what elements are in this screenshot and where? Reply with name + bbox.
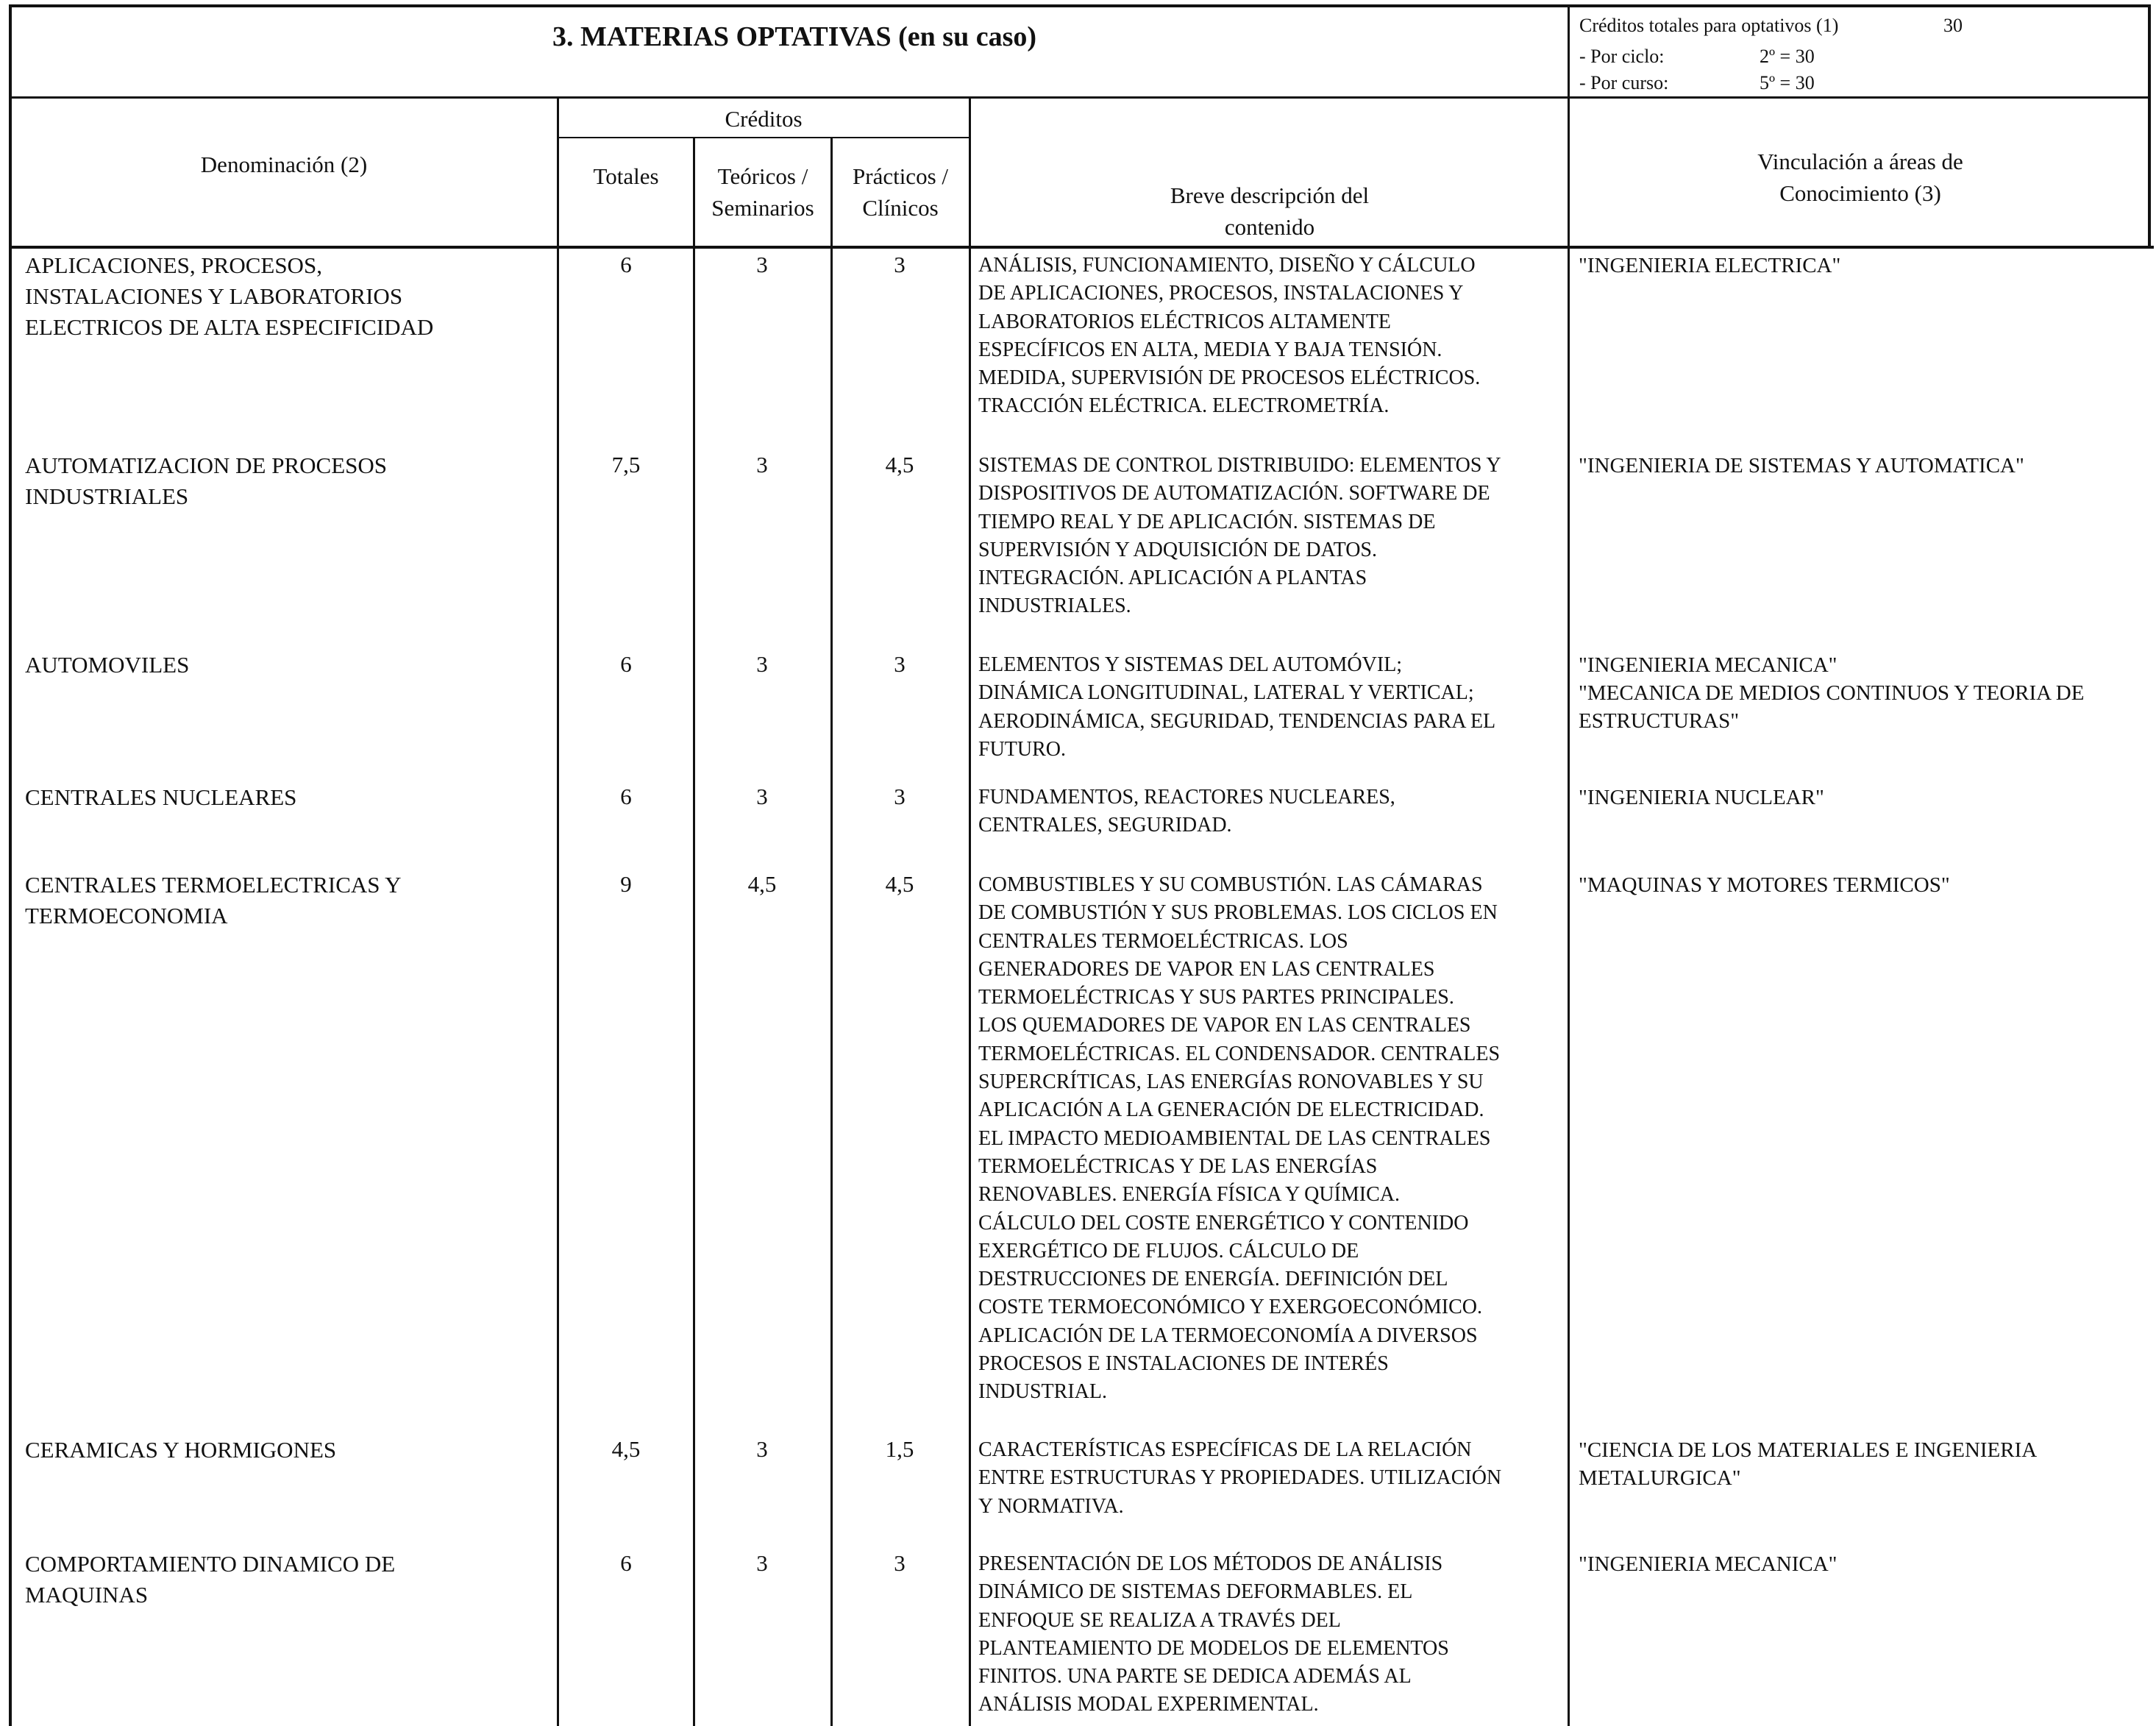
- content-description-line: CENTRALES, SEGURIDAD.: [978, 814, 1232, 837]
- col-line-totales: [557, 98, 559, 1726]
- subject-name-line: INSTALACIONES Y LABORATORIOS: [25, 283, 403, 309]
- knowledge-area: [1579, 651, 2152, 735]
- knowledge-area: [1579, 1550, 2152, 1578]
- content-description-line: TERMOELÉCTRICAS Y SUS PARTES PRINCIPALES.: [978, 986, 1454, 1009]
- knowledge-area-line: "MECANICA DE MEDIOS CONTINUOS Y TEORIA DE: [1579, 681, 2085, 705]
- knowledge-area-line: "INGENIERIA NUCLEAR": [1579, 786, 1824, 809]
- credits-practicos: 1,5: [885, 1436, 914, 1462]
- knowledge-area: [1579, 252, 2152, 280]
- knowledge-area-line: "INGENIERIA MECANICA": [1579, 653, 1837, 677]
- content-description-line: DISPOSITIVOS DE AUTOMATIZACIÓN. SOFTWARE DE: [978, 482, 1490, 505]
- frame-creditos-divider: [558, 137, 970, 138]
- knowledge-area-line: "INGENIERIA MECANICA": [1579, 1552, 1837, 1576]
- content-description-line: SUPERVISIÓN Y ADQUISICIÓN DE DATOS.: [978, 538, 1377, 561]
- content-description-line: SISTEMAS DE CONTROL DISTRIBUIDO: ELEMENTOS Y: [978, 454, 1501, 477]
- subject-name: [25, 250, 433, 343]
- content-description-line: DINÁMICA LONGITUDINAL, LATERAL Y VERTICAL;: [978, 681, 1474, 705]
- content-description-line: EL IMPACTO MEDIOAMBIENTAL DE LAS CENTRALES: [978, 1126, 1491, 1150]
- credits-totales: 9: [620, 871, 632, 897]
- totals-value: 30: [1943, 15, 1963, 36]
- content-description: [978, 871, 1567, 1407]
- header-practicos: Prácticos / Clínicos: [853, 163, 948, 221]
- content-description-line: FUTURO.: [978, 737, 1067, 761]
- credits-practicos: 3: [894, 784, 906, 809]
- credits-teoricos: 4,5: [747, 871, 777, 897]
- subject-name-line: CERAMICAS Y HORMIGONES: [25, 1437, 337, 1463]
- content-description-line: ESPECÍFICOS EN ALTA, MEDIA Y BAJA TENSIÓN.: [978, 338, 1442, 361]
- por-curso-label: - Por curso:: [1579, 72, 1669, 93]
- content-description-line: TIEMPO REAL Y DE APLICACIÓN. SISTEMAS DE: [978, 510, 1436, 533]
- content-description: [978, 1550, 1567, 1719]
- content-description-line: CÁLCULO DEL COSTE ENERGÉTICO Y CONTENIDO: [978, 1211, 1469, 1235]
- content-description-line: ANÁLISIS MODAL EXPERIMENTAL.: [978, 1693, 1319, 1716]
- content-description-line: FINITOS. UNA PARTE SE DEDICA ADEMÁS AL: [978, 1665, 1412, 1688]
- frame-title-divider: [9, 96, 2151, 99]
- subject-name: [25, 870, 402, 931]
- content-description-line: ANÁLISIS, FUNCIONAMIENTO, DISEÑO Y CÁLCULO: [978, 254, 1476, 277]
- credits-teoricos: 3: [756, 1550, 768, 1576]
- credits-totales: 6: [620, 1550, 632, 1576]
- totals-label: Créditos totales para optativos (1): [1579, 15, 1839, 36]
- knowledge-area: [1579, 452, 2152, 480]
- col-line-practicos: [830, 138, 833, 1726]
- knowledge-area: [1579, 1436, 2152, 1492]
- content-description-line: SUPERCRÍTICAS, LAS ENERGÍAS RONOVABLES Y SU: [978, 1070, 1484, 1094]
- content-description-line: MEDIDA, SUPERVISIÓN DE PROCESOS ELÉCTRICOS.: [978, 366, 1481, 390]
- credits-teoricos: 3: [756, 651, 768, 677]
- credits-teoricos: 3: [756, 452, 768, 477]
- content-description-line: TRACCIÓN ELÉCTRICA. ELECTROMETRÍA.: [978, 394, 1390, 418]
- credits-practicos: 3: [894, 1550, 906, 1576]
- content-description-line: TERMOELÉCTRICAS Y DE LAS ENERGÍAS: [978, 1154, 1378, 1178]
- subject-name: [25, 1435, 336, 1466]
- knowledge-area-line: "MAQUINAS Y MOTORES TERMICOS": [1579, 873, 1950, 897]
- subject-name-line: COMPORTAMIENTO DINAMICO DE: [25, 1551, 396, 1577]
- content-description-line: ELEMENTOS Y SISTEMAS DEL AUTOMÓVIL;: [978, 653, 1403, 676]
- section-title: 3. MATERIAS OPTATIVAS (en su caso): [552, 21, 1037, 52]
- subject-name-line: AUTOMATIZACION DE PROCESOS: [25, 452, 388, 478]
- credits-totales: 6: [620, 252, 632, 277]
- subject-name: [25, 782, 296, 813]
- content-description-line: DESTRUCCIONES DE ENERGÍA. DEFINICIÓN DEL: [978, 1268, 1448, 1291]
- subject-name: [25, 450, 387, 512]
- por-ciclo-label: - Por ciclo:: [1579, 46, 1665, 67]
- subject-name-line: AUTOMOVILES: [25, 652, 190, 678]
- content-description-line: PLANTEAMIENTO DE MODELOS DE ELEMENTOS: [978, 1636, 1449, 1660]
- frame-left: [9, 4, 12, 1726]
- credits-teoricos: 3: [756, 1436, 768, 1462]
- col-line-vinculacion: [1568, 4, 1570, 1726]
- content-description-line: PROCESOS E INSTALACIONES DE INTERÉS: [978, 1352, 1389, 1376]
- header-totales: Totales: [593, 163, 659, 189]
- knowledge-area: [1579, 784, 2152, 811]
- por-ciclo-value: 2º = 30: [1760, 46, 1815, 67]
- subject-name-line: APLICACIONES, PROCESOS,: [25, 252, 322, 278]
- header-teoricos: Teóricos / Seminarios: [711, 163, 814, 221]
- knowledge-area-line: METALURGICA": [1579, 1466, 1741, 1490]
- content-description-line: DINÁMICO DE SISTEMAS DEFORMABLES. EL: [978, 1580, 1413, 1604]
- content-description-line: FUNDAMENTOS, REACTORES NUCLEARES,: [978, 786, 1395, 809]
- knowledge-area: [1579, 871, 2152, 899]
- col-line-teoricos: [693, 138, 695, 1726]
- content-description-line: LABORATORIOS ELÉCTRICOS ALTAMENTE: [978, 310, 1391, 333]
- content-description-line: INDUSTRIAL.: [978, 1380, 1107, 1404]
- content-description: [978, 784, 1567, 840]
- content-description-line: GENERADORES DE VAPOR EN LAS CENTRALES: [978, 957, 1435, 981]
- subject-name: [25, 1549, 395, 1610]
- content-description: [978, 452, 1567, 621]
- knowledge-area-line: ESTRUCTURAS": [1579, 709, 1740, 733]
- subject-name-line: TERMOECONOMIA: [25, 903, 228, 928]
- frame-top: [9, 4, 2151, 7]
- content-description-line: INTEGRACIÓN. APLICACIÓN A PLANTAS: [978, 567, 1367, 590]
- content-description-line: COSTE TERMOECONÓMICO Y EXERGOECONÓMICO.: [978, 1296, 1482, 1319]
- content-description: [978, 252, 1567, 421]
- knowledge-area-line: "CIENCIA DE LOS MATERIALES E INGENIERIA: [1579, 1438, 2038, 1462]
- content-description-line: CENTRALES TERMOELÉCTRICAS. LOS: [978, 929, 1348, 953]
- header-denominacion: Denominación (2): [200, 152, 368, 177]
- content-description-line: AERODINÁMICA, SEGURIDAD, TENDENCIAS PARA EL: [978, 709, 1496, 733]
- content-description-line: DE APLICACIONES, PROCESOS, INSTALACIONES Y: [978, 282, 1464, 305]
- content-description-line: INDUSTRIALES.: [978, 594, 1131, 618]
- content-description-line: CARACTERÍSTICAS ESPECÍFICAS DE LA RELACIÓN: [978, 1438, 1472, 1461]
- knowledge-area-line: "INGENIERIA ELECTRICA": [1579, 254, 1841, 277]
- credits-practicos: 3: [894, 651, 906, 677]
- credits-totales: 7,5: [611, 452, 641, 477]
- subject-name-line: INDUSTRIALES: [25, 483, 189, 509]
- subject-name-line: CENTRALES TERMOELECTRICAS Y: [25, 872, 402, 898]
- header-vinculacion: Vinculación a áreas de Conocimiento (3): [1757, 149, 1963, 206]
- credits-practicos: 3: [894, 252, 906, 277]
- content-description-line: LOS QUEMADORES DE VAPOR EN LAS CENTRALES: [978, 1014, 1471, 1037]
- subject-name-line: MAQUINAS: [25, 1582, 149, 1608]
- credits-totales: 4,5: [611, 1436, 641, 1462]
- content-description-line: APLICACIÓN A LA GENERACIÓN DE ELECTRICIDAD.: [978, 1098, 1484, 1122]
- frame-right: [2148, 4, 2151, 247]
- content-description: [978, 651, 1567, 764]
- content-description-line: ENFOQUE SE REALIZA A TRAVÉS DEL: [978, 1608, 1341, 1632]
- subject-name-line: CENTRALES NUCLEARES: [25, 784, 297, 810]
- header-creditos: Créditos: [725, 106, 803, 132]
- content-description-line: PRESENTACIÓN DE LOS MÉTODOS DE ANÁLISIS: [978, 1552, 1443, 1575]
- col-line-descripcion: [969, 98, 971, 1726]
- credits-totales: 6: [620, 784, 632, 809]
- content-description-line: COMBUSTIBLES Y SU COMBUSTIÓN. LAS CÁMARAS: [978, 873, 1483, 896]
- content-description-line: Y NORMATIVA.: [978, 1494, 1124, 1518]
- subject-name-line: ELECTRICOS DE ALTA ESPECIFICIDAD: [25, 314, 434, 340]
- subject-name: [25, 650, 189, 681]
- content-description-line: DE COMBUSTIÓN Y SUS PROBLEMAS. LOS CICLOS EN: [978, 901, 1498, 925]
- content-description-line: RENOVABLES. ENERGÍA FÍSICA Y QUÍMICA.: [978, 1183, 1401, 1207]
- content-description-line: APLICACIÓN DE LA TERMOECONOMÍA A DIVERSOS: [978, 1324, 1478, 1347]
- credits-teoricos: 3: [756, 252, 768, 277]
- credits-totales: 6: [620, 651, 632, 677]
- frame-header-bottom: [9, 246, 2154, 249]
- credits-teoricos: 3: [756, 784, 768, 809]
- content-description-line: ENTRE ESTRUCTURAS Y PROPIEDADES. UTILIZACIÓN: [978, 1466, 1502, 1490]
- content-description-line: TERMOELÉCTRICAS. EL CONDENSADOR. CENTRALES: [978, 1042, 1501, 1065]
- header-descripcion: Breve descripción del contenido: [1170, 182, 1370, 240]
- por-curso-value: 5º = 30: [1760, 72, 1815, 93]
- content-description-line: EXERGÉTICO DE FLUJOS. CÁLCULO DE: [978, 1239, 1359, 1262]
- credits-practicos: 4,5: [885, 871, 914, 897]
- credits-practicos: 4,5: [885, 452, 914, 477]
- content-description: [978, 1436, 1567, 1521]
- knowledge-area-line: "INGENIERIA DE SISTEMAS Y AUTOMATICA": [1579, 454, 2024, 477]
